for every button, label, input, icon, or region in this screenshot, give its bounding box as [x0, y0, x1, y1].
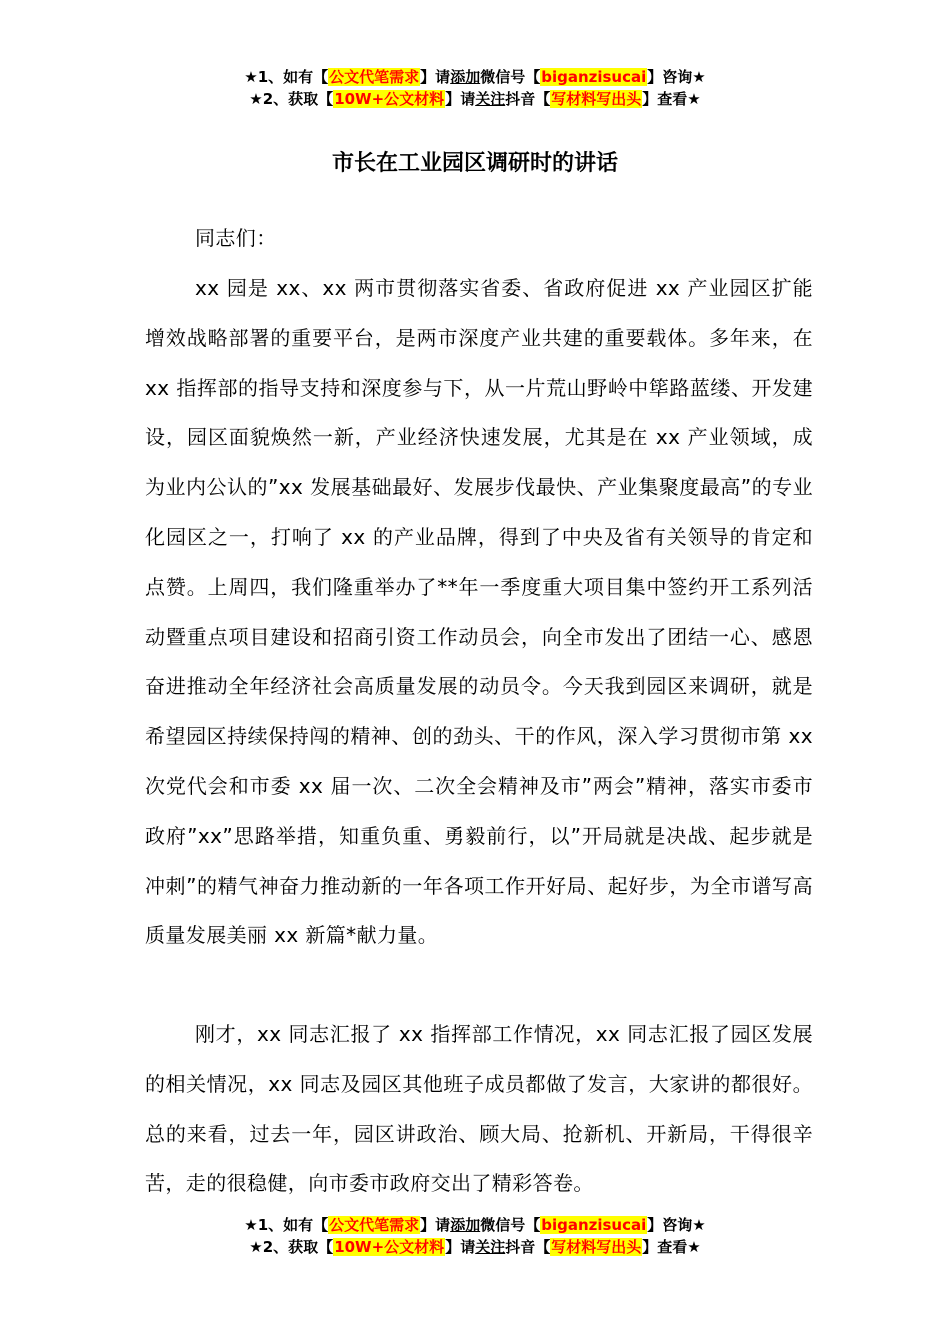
paragraph-text: xx 园是 xx、xx 两市贯彻落实省委、省政府促进 xx 产业园区扩能增效战略部署的重要平台，是两市深度产业共建的重要载体。多年来，在 xx 指挥部的指导支持和深度参与下，从一片荒山野岭中筚路蓝缕、开发建设，园区面貌焕然一新，产业经济快速发展，尤其是在 xx 产业领域，成为业内公认的”xx 发展基础最好、发展步伐最快、产业集聚度最高”的专业化园区之一，打响了 xx 的产业品牌，得到了中央及省有关领导的肯定和点赞。上周四，我们隆重举办了**年一季度重大项目集中签约开工系列活动暨重点项目建设和招商引资工作动员会，向全市发出了团结一心、感恩奋进推动全年经济社会高质量发展的动员令。今天我到园区来调研，就是希望园区持续保持闯的精神、创的劲头、干的作风，深入学习贯彻市第 xx 次党代会和市委 xx 届一次、二次全会精神及市”两会”精神，落实市委市政府”xx”思路举措，知重负重、勇毅前行，以”开局就是决战、起步就是冲刺”的精气神奋力推动新的一年各项工作开好局、起好步，为全市谱写高质量发展美丽 xx 新篇*献力量。: [145, 276, 813, 948]
paragraph-2: [145, 1010, 813, 1209]
highlight-materials: 10W+公文材料: [334, 1238, 445, 1256]
banner-text: 微信号【: [480, 1216, 541, 1234]
highlight-douyin-id: 写材料写出头: [551, 1238, 642, 1256]
banner-text: 】查看★: [642, 1238, 701, 1256]
banner-line-1: [0, 1214, 950, 1236]
banner-text: ★2、获取【: [249, 90, 334, 108]
banner-line-2: [0, 1236, 950, 1258]
banner-text: 抖音【: [505, 1238, 551, 1256]
banner-line-1: [0, 66, 950, 88]
paragraph-1: [145, 264, 813, 961]
highlight-service: 公文代笔需求: [329, 68, 420, 86]
banner-emphasis: 添加: [450, 68, 481, 86]
banner-emphasis: 关注: [475, 1238, 506, 1256]
footer-banner: [0, 1214, 950, 1258]
banner-text: 抖音【: [505, 90, 551, 108]
highlight-service: 公文代笔需求: [329, 1216, 420, 1234]
salutation-text: 同志们：: [195, 226, 277, 250]
highlight-wechat-id: biganzisucai: [541, 1216, 647, 1234]
banner-text: 】查看★: [642, 90, 701, 108]
highlight-douyin-id: 写材料写出头: [551, 90, 642, 108]
document-title: 市长在工业园区调研时的讲话: [331, 151, 618, 176]
banner-emphasis: 添加: [450, 1216, 481, 1234]
banner-text: 微信号【: [480, 68, 541, 86]
banner-text: 】请: [445, 1238, 476, 1256]
highlight-materials: 10W+公文材料: [334, 90, 445, 108]
banner-text: ★1、如有【: [244, 1216, 329, 1234]
banner-text: 】咨询★: [647, 68, 706, 86]
banner-emphasis: 关注: [475, 90, 506, 108]
banner-text: ★1、如有【: [244, 68, 329, 86]
banner-text: ★2、获取【: [249, 1238, 334, 1256]
banner-text: 】咨询★: [647, 1216, 706, 1234]
highlight-wechat-id: biganzisucai: [541, 68, 647, 86]
banner-text: 】请: [445, 90, 476, 108]
salutation: [145, 214, 813, 264]
header-banner: [0, 66, 950, 110]
banner-text: 】请: [420, 1216, 451, 1234]
banner-line-2: [0, 88, 950, 110]
banner-text: 】请: [420, 68, 451, 86]
paragraph-text: 刚才，xx 同志汇报了 xx 指挥部工作情况，xx 同志汇报了园区发展的相关情况，xx 同志及园区其他班子成员都做了发言，大家讲的都很好。总的来看，过去一年，园区讲政治、顾大局、抢新机、开新局，干得很辛苦，走的很稳健，向市委市政府交出了精彩答卷。: [145, 1022, 813, 1196]
